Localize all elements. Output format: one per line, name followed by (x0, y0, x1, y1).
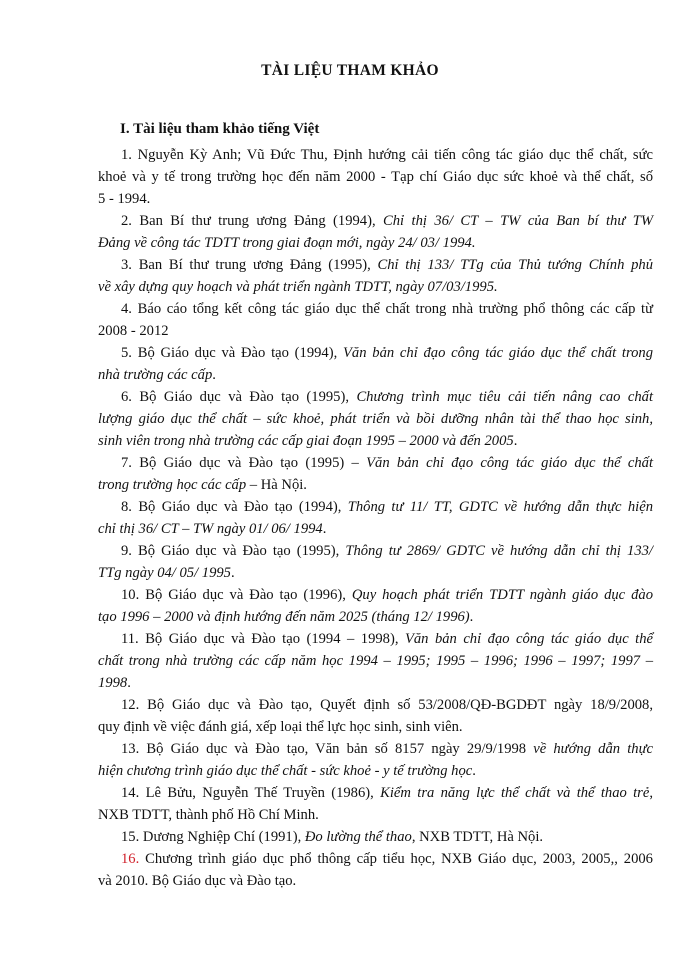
reference-line (98, 320, 653, 342)
reference-line (98, 694, 653, 716)
reference-item (98, 496, 653, 540)
reference-italic-text: Văn bản chỉ đạo công tác giáo dục thể chất (366, 455, 654, 471)
reference-italic-text: Thông tư 11/ TT, GDTC về hướng dẫn thực hiện (347, 499, 653, 515)
reference-number: 5. (121, 345, 132, 361)
reference-line (98, 166, 653, 188)
reference-text: Bộ Giáo dục và Đào tạo (1994 – 1998), (145, 631, 405, 647)
reference-italic-text: tạo 1996 – 2000 và định hướng đến năm 2025 (tháng 12/ 1996) (98, 609, 470, 625)
reference-line (98, 210, 653, 232)
reference-line (98, 408, 653, 430)
reference-line (98, 738, 653, 760)
reference-line (98, 848, 653, 870)
reference-line (98, 562, 653, 584)
reference-number: 12. (121, 697, 140, 713)
reference-line (98, 760, 653, 782)
reference-number: 8. (121, 499, 132, 515)
reference-text: Bộ Giáo dục và Đào tạo (1995) – (139, 455, 367, 471)
reference-text: Bộ Giáo dục và Đào tạo, Văn bản số 8157 ngày 29/9/1998 (146, 741, 534, 757)
reference-item (98, 386, 653, 452)
reference-text: NXB TDTT, thành phố Hồ Chí Minh. (98, 807, 319, 823)
reference-text: Bộ Giáo dục và Đào tạo (1996), (145, 587, 352, 603)
reference-line (98, 188, 653, 210)
reference-item (98, 584, 653, 628)
reference-text: Nguyễn Kỳ Anh; Vũ Đức Thu, Định hướng cải tiến công tác giáo dục thể chất, sức (137, 147, 653, 163)
reference-item (98, 210, 653, 254)
reference-number: 9. (121, 543, 132, 559)
reference-line (98, 474, 653, 496)
reference-line (98, 452, 653, 474)
reference-text: . (212, 367, 216, 383)
reference-text: . (230, 565, 235, 581)
reference-item (98, 254, 653, 298)
reference-italic-text: Đảng về công tác TDTT trong giai đoạn mới, ngày 24/ 03/ 1994. (98, 235, 476, 251)
section-heading: I. Tài liệu tham khảo tiếng Việt (120, 121, 320, 137)
reference-text: Bộ Giáo dục và Đào tạo (1994), (137, 345, 343, 361)
reference-line (98, 826, 653, 848)
reference-item (98, 782, 653, 826)
reference-line (98, 782, 653, 804)
reference-item (98, 298, 653, 342)
reference-line (98, 540, 653, 562)
reference-line (98, 342, 653, 364)
reference-italic-text: Chỉ thị 36/ CT – TW của Ban bí thư TW (383, 213, 653, 229)
reference-italic-text: về xây dựng quy hoạch và phát triển ngành TDTT, ngày 07/03/1995. (98, 279, 498, 295)
reference-item (98, 826, 653, 848)
reference-item (98, 694, 653, 738)
reference-text: . (127, 675, 131, 691)
reference-line (98, 364, 653, 386)
reference-number: 6. (121, 389, 132, 405)
reference-item (98, 738, 653, 782)
reference-italic-text: Kiểm tra năng lực thể chất và thể thao trẻ (380, 785, 650, 801)
reference-item (98, 452, 653, 496)
reference-number: 15. (121, 829, 140, 845)
reference-text: Chương trình giáo dục phổ thông cấp tiểu học, NXB Giáo dục, 2003, 2005,, 2006 (145, 851, 653, 867)
reference-italic-text: Chương trình mục tiêu cải tiến nâng cao chất (356, 389, 654, 405)
reference-line (98, 144, 653, 166)
reference-number: 16. (121, 851, 140, 867)
reference-text: 5 - 1994. (98, 191, 151, 207)
reference-italic-text: sinh viên trong nhà trường các cấp giai đoạn 1995 – 2000 và đến 2005 (98, 433, 514, 449)
reference-item (98, 144, 653, 210)
reference-text: khoẻ và y tế trong trường học đến năm 2000 - Tạp chí Giáo dục sức khoẻ và thể chất, số (98, 169, 653, 185)
reference-text: quy định về việc đánh giá, xếp loại thể lực học sinh, sinh viên. (98, 719, 463, 735)
reference-line (98, 716, 653, 738)
reference-italic-text: lượng giáo dục thể chất – sức khoẻ, phát triển và bồi dưỡng nhân tài thể thao học sinh, (98, 411, 653, 427)
reference-line (98, 232, 653, 254)
reference-italic-text: Đo lường thể thao (304, 829, 412, 845)
reference-item (98, 628, 653, 694)
reference-text: và 2010. Bộ Giáo dục và Đào tạo. (98, 873, 297, 889)
reference-text: Lê Bửu, Nguyễn Thế Truyền (1986), (145, 785, 381, 801)
reference-italic-text: Chỉ thị 133/ TTg của Thủ tướng Chính phủ (377, 257, 653, 273)
reference-line (98, 276, 653, 298)
reference-line (98, 298, 653, 320)
reference-text: . (513, 433, 518, 449)
reference-line (98, 518, 653, 540)
reference-number: 13. (121, 741, 140, 757)
reference-number: 4. (121, 301, 132, 317)
page-title: TÀI LIỆU THAM KHẢO (261, 62, 439, 79)
reference-text: . (472, 763, 476, 779)
reference-line (98, 254, 653, 276)
reference-italic-text: trong trường học các cấp (98, 477, 247, 493)
reference-line (98, 496, 653, 518)
reference-text: Bộ Giáo dục và Đào tạo (1995), (138, 543, 346, 559)
reference-italic-text: TTg ngày 04/ 05/ 1995 (98, 565, 231, 581)
reference-italic-text: Thông tư 2869/ GDTC về hướng dẫn chỉ thị 133/ (345, 543, 653, 559)
reference-text: . (469, 609, 474, 625)
reference-list (98, 144, 653, 892)
reference-number: 10. (121, 587, 140, 603)
reference-italic-text: chỉ thị 36/ CT – TW ngày 01/ 06/ 1994 (98, 521, 323, 537)
reference-number: 7. (121, 455, 132, 471)
reference-text: – Hà Nội. (246, 477, 307, 493)
reference-italic-text: Văn bản chỉ đạo công tác giáo dục thể (404, 631, 653, 647)
reference-number: 14. (121, 785, 140, 801)
reference-item (98, 342, 653, 386)
reference-text: , NXB TDTT, Hà Nội. (411, 829, 544, 845)
reference-text: Ban Bí thư trung ương Đảng (1994), (139, 213, 384, 229)
reference-line (98, 386, 653, 408)
reference-line (98, 650, 653, 672)
reference-italic-text: chất trong nhà trường các cấp năm học 1994 – 1995; 1995 – 1996; 1996 – 1997; 1997 – (98, 653, 653, 669)
reference-text: Ban Bí thư trung ương Đảng (1995), (138, 257, 378, 273)
reference-item (98, 848, 653, 892)
reference-text: 2008 - 2012 (98, 323, 169, 339)
reference-number: 11. (121, 631, 139, 647)
reference-line (98, 628, 653, 650)
reference-text: , (649, 785, 653, 801)
reference-number: 2. (121, 213, 132, 229)
reference-number: 1. (121, 147, 132, 163)
reference-item (98, 540, 653, 584)
reference-italic-text: hiện chương trình giáo dục thể chất - sức khoẻ - y tế trường học (98, 763, 473, 779)
reference-line (98, 672, 653, 694)
reference-text: Bộ Giáo dục và Đào tạo (1995), (139, 389, 357, 405)
reference-text: Bộ Giáo dục và Đào tạo, Quyết định số 53/2008/QĐ-BGDĐT ngày 18/9/2008, (147, 697, 653, 713)
reference-number: 3. (121, 257, 132, 273)
reference-italic-text: nhà trường các cấp (98, 367, 213, 383)
reference-line (98, 606, 653, 628)
reference-text: Dương Nghiệp Chí (1991), (142, 829, 305, 845)
reference-text: Báo cáo tổng kết công tác giáo dục thể chất trong nhà trường phổ thông các cấp từ (137, 301, 653, 317)
reference-line (98, 430, 653, 452)
reference-italic-text: về hướng dẫn thực (533, 741, 654, 757)
reference-line (98, 870, 653, 892)
reference-line (98, 584, 653, 606)
reference-line (98, 804, 653, 826)
reference-text: Bộ Giáo dục và Đào tạo (1994), (138, 499, 348, 515)
reference-italic-text: Văn bản chỉ đạo công tác giáo dục thể chất trong (343, 345, 653, 361)
reference-text: . (322, 521, 327, 537)
reference-italic-text: 1998 (98, 675, 128, 691)
reference-italic-text: Quy hoạch phát triển TDTT ngành giáo dục đào (351, 587, 654, 603)
